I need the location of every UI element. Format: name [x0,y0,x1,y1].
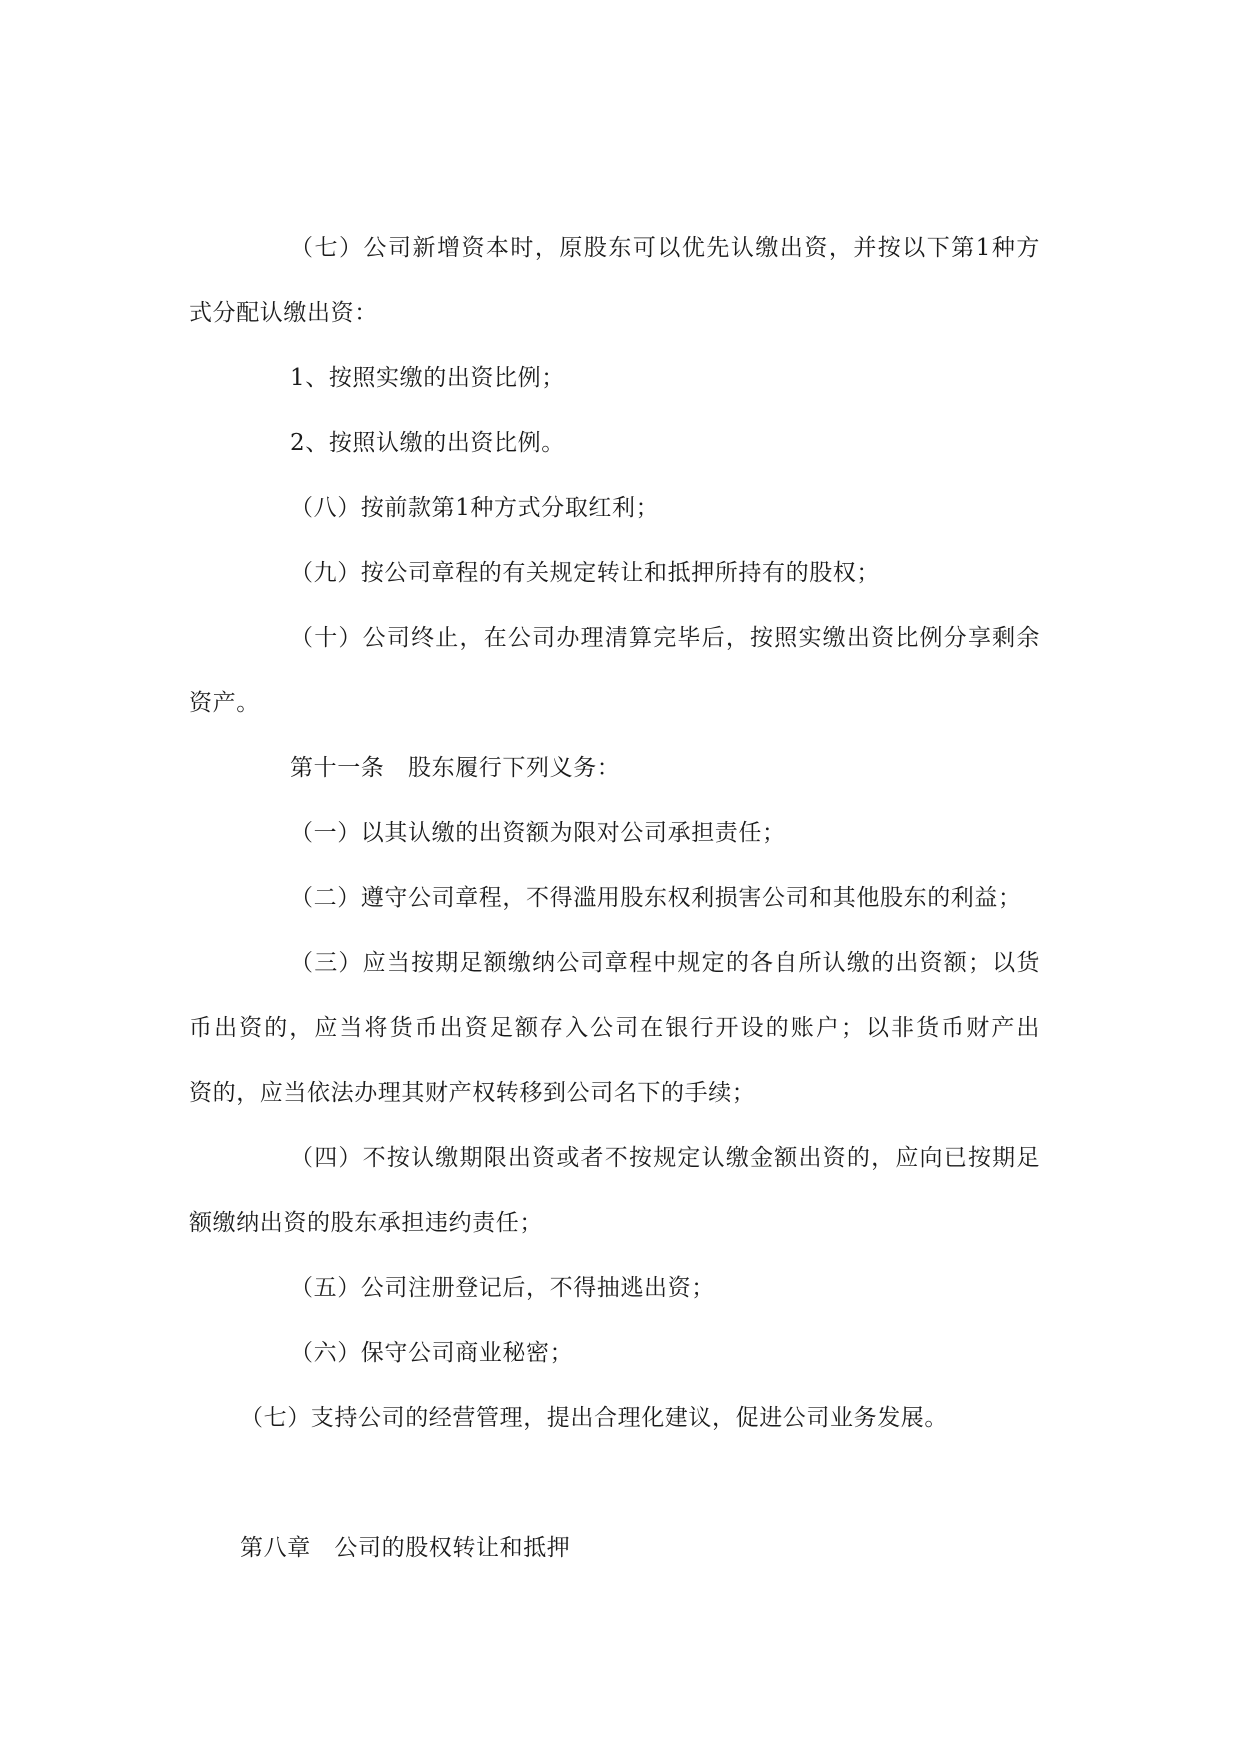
paragraph-line: （四）不按认缴期限出资或者不按规定认缴金额出资的，应向已按期足 [290,1145,1040,1171]
paragraph-line: （二）遵守公司章程，不得滥用股东权利损害公司和其他股东的利益； [290,885,1022,911]
paragraph-line: （一）以其认缴的出资额为限对公司承担责任； [290,820,786,846]
chapter-heading: 第八章 公司的股权转让和抵押 [240,1535,571,1561]
paragraph-line: 资的，应当依法办理其财产权转移到公司名下的手续； [189,1080,756,1106]
paragraph-line: 额缴纳出资的股东承担违约责任； [189,1210,543,1236]
paragraph-line: 2、按照认缴的出资比例。 [290,430,565,456]
paragraph-line: （六）保守公司商业秘密； [290,1340,574,1366]
paragraph-line: 式分配认缴出资： [189,300,378,326]
paragraph-line: （五）公司注册登记后，不得抽逃出资； [290,1275,715,1301]
paragraph-line: （三）应当按期足额缴纳公司章程中规定的各自所认缴的出资额；以货 [290,950,1040,976]
paragraph-line: （八）按前款第1种方式分取红利； [290,495,660,521]
paragraph-line: 资产。 [189,690,260,716]
paragraph-line: 1、按照实缴的出资比例； [290,365,565,391]
paragraph-line: （七）支持公司的经营管理，提出合理化建议，促进公司业务发展。 [240,1405,948,1431]
paragraph-line: 币出资的，应当将货币出资足额存入公司在银行开设的账户；以非货币财产出 [189,1015,1040,1041]
paragraph-line: （十）公司终止，在公司办理清算完毕后，按照实缴出资比例分享剩余 [290,625,1040,651]
paragraph-line: （九）按公司章程的有关规定转让和抵押所持有的股权； [290,560,880,586]
article-heading: 第十一条 股东履行下列义务： [290,755,621,781]
paragraph-line: （七）公司新增资本时，原股东可以优先认缴出资，并按以下第1种方 [290,235,1040,261]
